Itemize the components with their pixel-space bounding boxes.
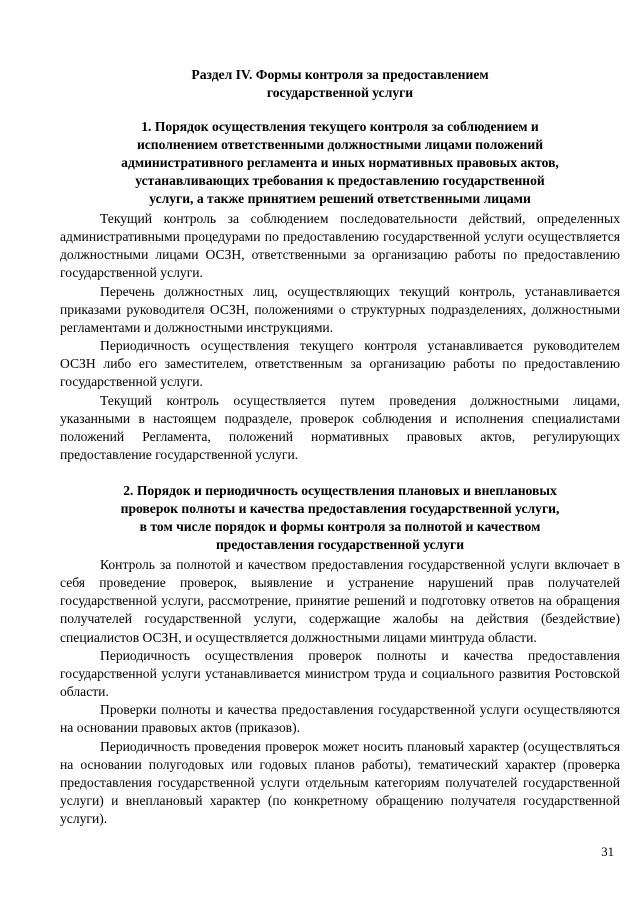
paragraph: Проверки полноты и качества предоставления государственной услуги осуществляются на основании правовых актов (приказов).	[60, 702, 620, 736]
paragraph: Текущий контроль осуществляется путем проведения должностными лицами, указанными в настоящем подразделе, проверок соблюдения и исполнения специалистами положений Регламента, положений нормативных правовых актов, регулирующих предоставление государственной услуги.	[60, 392, 620, 463]
subsection-heading-line: устанавливающих требования к предоставлению государственной	[135, 173, 545, 188]
section-title	[60, 66, 620, 102]
subsection-heading-line: в том числе порядок и формы контроля за полнотой и качеством	[139, 519, 541, 534]
subsection-heading-line: проверок полноты и качества предоставления государственной услуги,	[120, 501, 560, 516]
paragraph: Текущий контроль за соблюдением последовательности действий, определенных административными процедурами по предоставлению государственной услуги осуществляется должностными лицами ОСЗН, ответственными за организацию работы по предоставлению государственной услуги.	[60, 211, 620, 281]
subsection-2-heading	[60, 482, 620, 554]
subsection-heading-line: исполнением ответственными должностными лицами положений	[136, 137, 544, 152]
subsection-heading-line: административного регламента и иных нормативных правовых актов,	[121, 155, 559, 170]
subsection-2-body	[60, 556, 620, 828]
paragraph: Периодичность осуществления проверок полноты и качества предоставления государственной услуги устанавливается министром труда и социального развития Ростовской области.	[60, 647, 620, 700]
page-number: 31	[601, 845, 614, 859]
paragraph: Периодичность проведения проверок может носить плановый характер (осуществляться на основании полугодовых или годовых планов работы), тематический характер (проверка предоставления государственной услуги отдельным категориям получателей государственной услуги) и внеплановый характер (по конкретному обращению получателя государственной услуги).	[60, 738, 620, 827]
paragraph: Периодичность осуществления текущего контроля устанавливается руководителем ОСЗН либо его заместителем, ответственным за организацию работы по предоставлению государственной услуги.	[60, 338, 620, 390]
subsection-heading-line: предоставления государственной услуги	[215, 537, 465, 552]
paragraph: Контроль за полнотой и качеством предоставления государственной услуги включает в себя проведение проверок, выявление и устранение нарушений прав получателей государственной услуги, рассмотрение, принятие решений и подготовку ответов на обращения получателей государственной услуги, содержащие жалобы на действия (бездействие) специалистов ОСЗН, и осуществляется должностными лицами минтруда области.	[60, 557, 620, 645]
paragraph: Перечень должностных лиц, осуществляющих текущий контроль, устанавливается приказами руководителя ОСЗН, положениями о структурных подразделениях, должностными регламентами и должностными инструкциями.	[60, 283, 620, 335]
subsection-heading-line: 1. Порядок осуществления текущего контроля за соблюдением и	[141, 119, 539, 134]
section-title-line: государственной услуги	[266, 85, 414, 100]
subsection-1-heading	[60, 118, 620, 208]
section-title-line: Раздел IV. Формы контроля за предоставлением	[191, 67, 489, 82]
subsection-heading-line: услуги, а также принятием решений ответственными лицами	[149, 191, 531, 206]
subsection-heading-line: 2. Порядок и периодичность осуществления плановых и внеплановых	[123, 483, 557, 498]
subsection-1-body	[60, 210, 620, 464]
